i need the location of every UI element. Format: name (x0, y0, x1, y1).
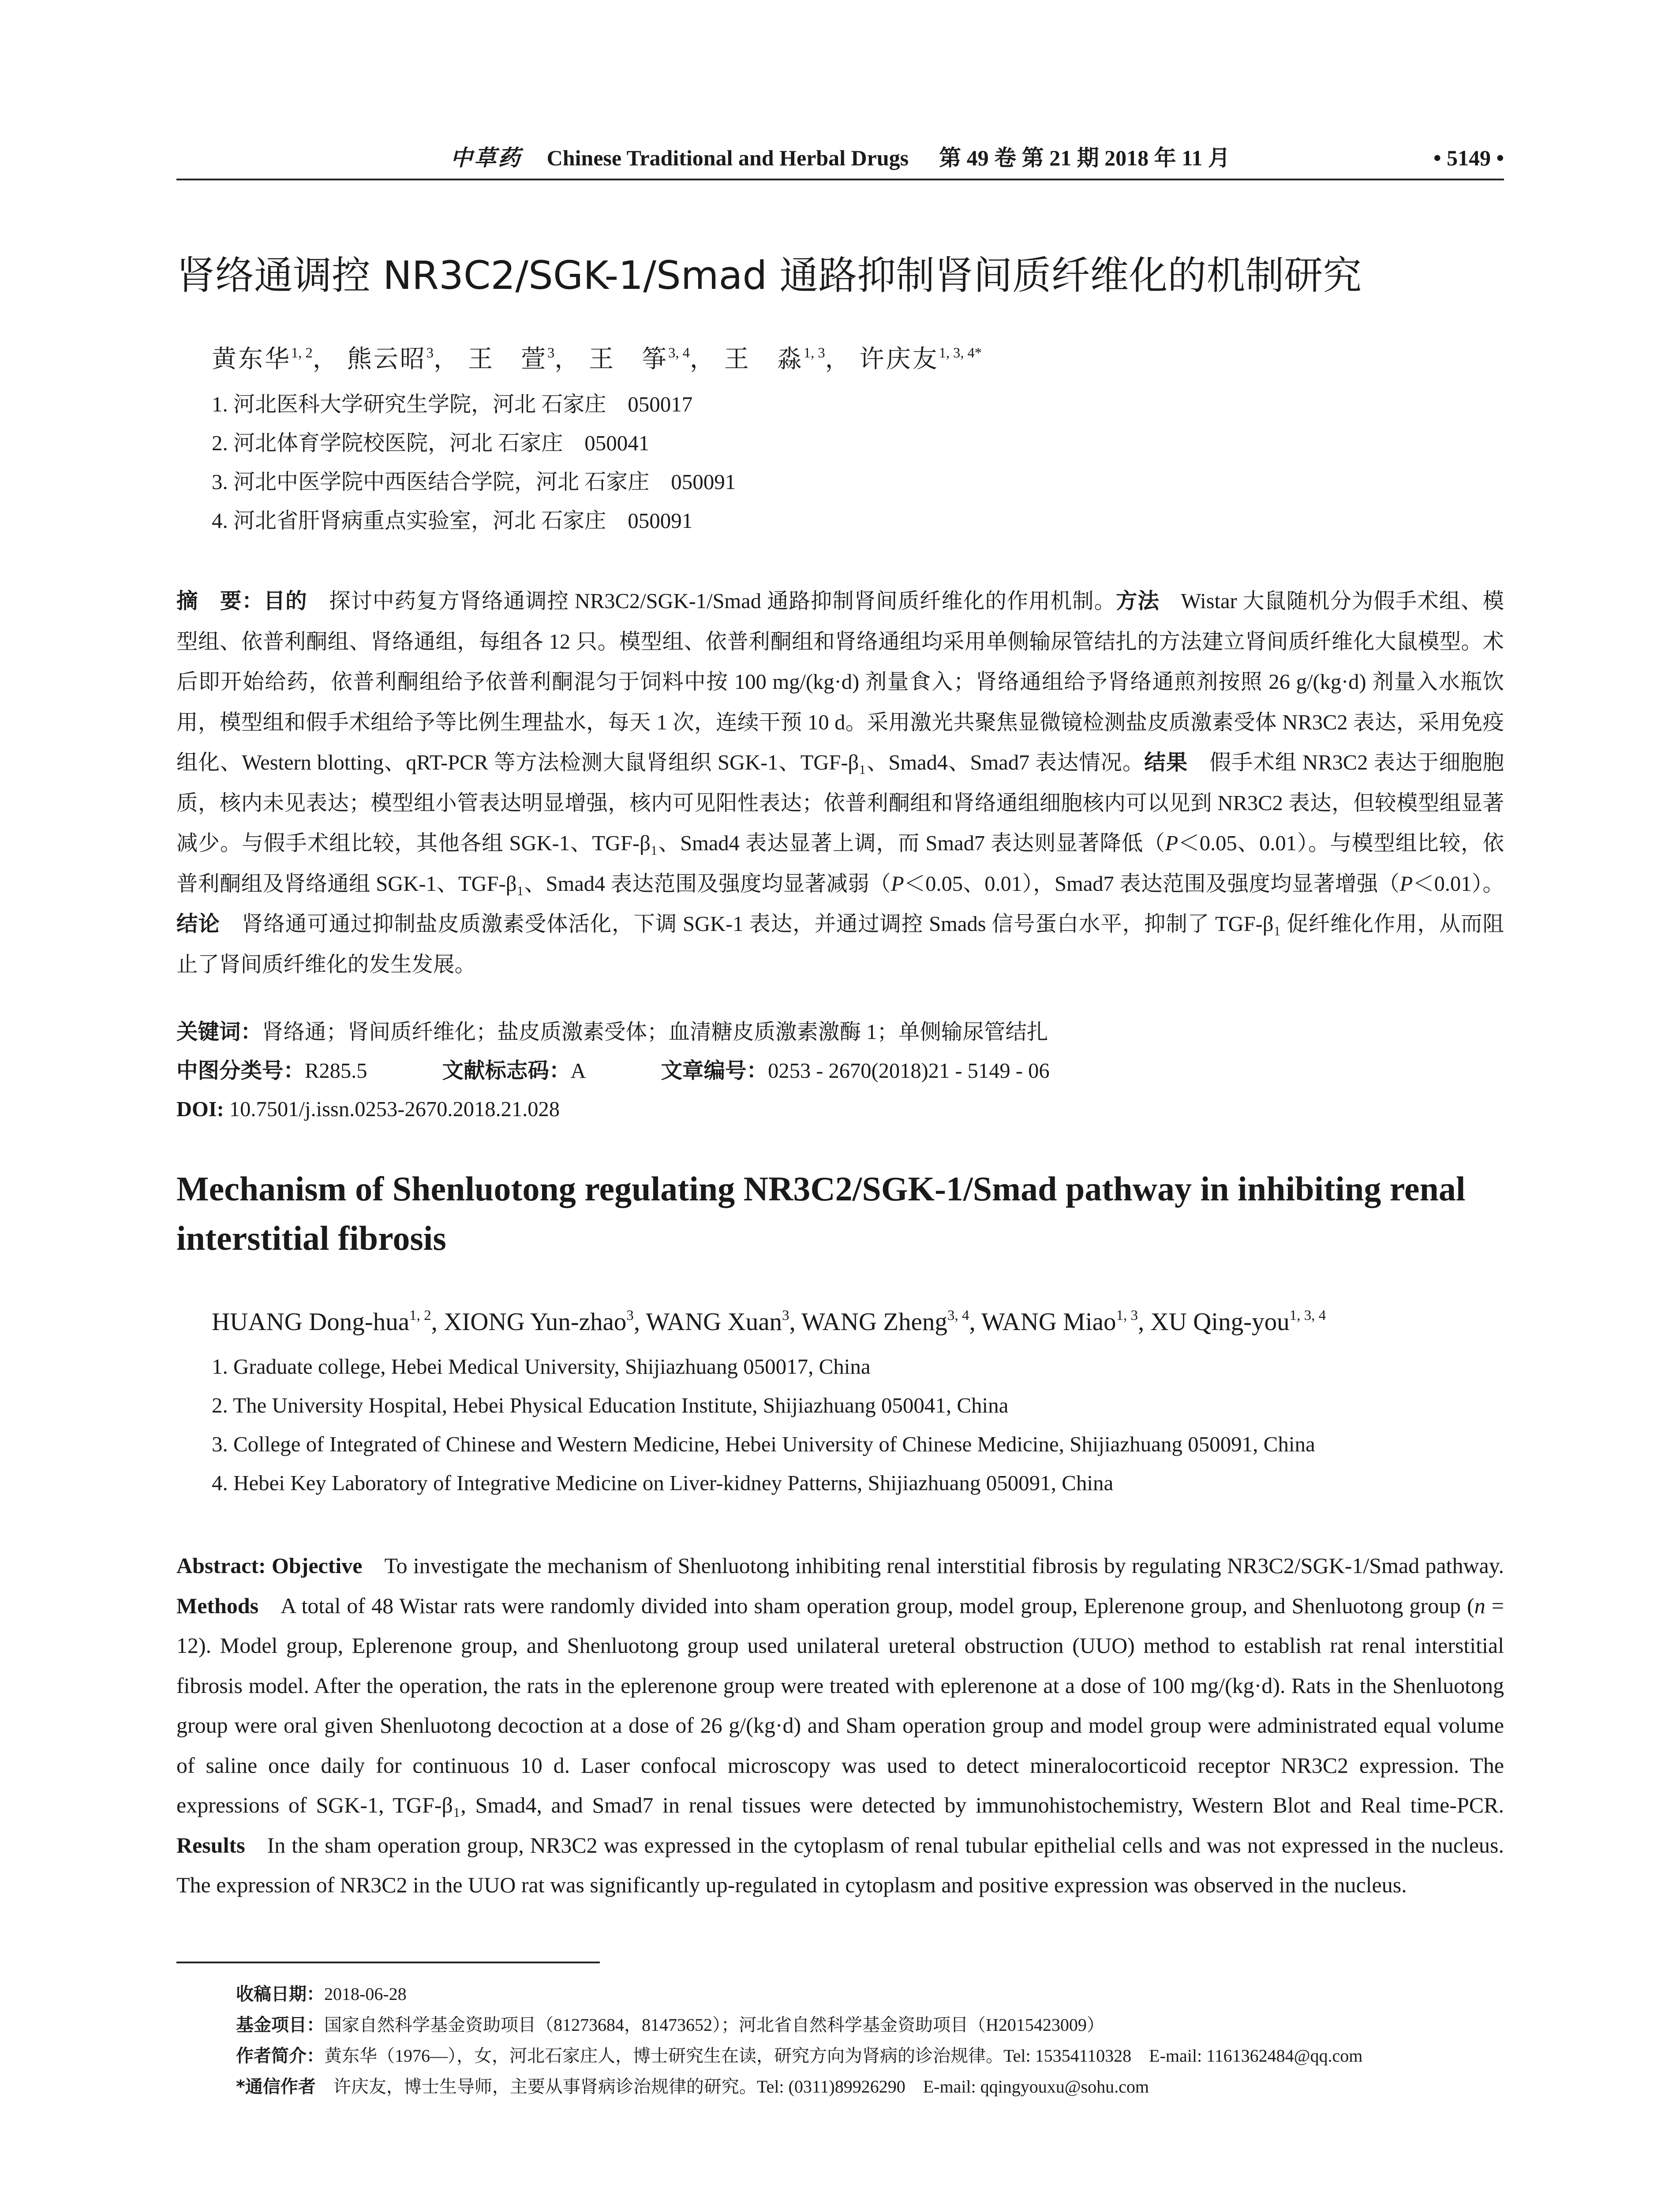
affiliation-zh-1: 1. 河北医科大学研究生学院，河北 石家庄 050017 (212, 392, 693, 416)
classification-line (176, 1053, 1050, 1089)
affiliation-en-4: 4. Hebei Key Laboratory of Integrative Medicine on Liver-kidney Patterns, Shijiazhuang 050091, China (212, 1471, 1114, 1495)
footnote-corresponding (236, 2073, 1149, 2098)
affiliation-zh-2: 2. 河北体育学院校医院，河北 石家庄 050041 (212, 431, 650, 455)
doi-value: 10.7501/j.issn.0253-2670.2018.21.028 (229, 1098, 560, 1121)
author-affil: 3 (626, 1308, 634, 1323)
author-affil: 3, 4 (668, 345, 690, 361)
author-affil: 1, 3 (803, 345, 825, 361)
issue-info: 第 49 卷 第 21 期 2018 年 11 月 (939, 146, 1230, 170)
running-header (176, 140, 1504, 176)
fund-text: 国家自然科学基金资助项目（81273684，81473652）；河北省自然科学基金资助项目（H2015423009） (324, 2015, 1104, 2035)
article-number: 0253 - 2670(2018)21 - 5149 - 06 (768, 1059, 1050, 1083)
p-symbol: P (891, 872, 904, 896)
methods-text: = 12). Model group, Eplerenone group, and Shenluotong group used unilateral ureteral obstruction (UUO) method to establish rat renal interstitial fibrosis model. After the operation, the rats in the eplerenone group were treated with eplerenone at a dose of 100 mg/(kg·d). Rats in the Shenluotong group were oral given Shenluotong decoction at a dose of 26 g/(kg·d) and Sham operation group and model group were administrated equal volume of saline once daily for continuous 10 d. Laser confocal microscopy was used to detect mineralocorticoid receptor NR3C2 expression. The expressions of SGK-1, TGF-β₁, Smad4, and Smad7 in renal tissues were detected by immunohistochemistry, Western Blot and Real time-PCR. (176, 1593, 1504, 1817)
results-label: 结果 (1144, 750, 1188, 775)
chinese-authors: 黄东华$^{1, 2}$， 熊云昭$^3$， 王 萱$^3$， 王 筝$^{3, 4}$， 王 淼$^{1, 3}$， 许庆友$^{1, 3, 4*}$ (212, 345, 982, 373)
bio-label: 作者简介： (236, 2046, 324, 2066)
keywords-line (176, 1014, 1048, 1050)
fund-label: 基金项目： (236, 2015, 324, 2035)
chinese-abstract (176, 581, 1504, 985)
author-name: 王 筝 (589, 346, 669, 373)
clc-label: 中图分类号： (176, 1058, 305, 1083)
page-number: • 5149 • (1433, 146, 1504, 170)
footnote-rule (176, 1962, 600, 1963)
p-symbol: P (1399, 872, 1413, 896)
bio-text: 黄东华（1976—），女，河北石家庄人，博士研究生在读，研究方向为肾病的诊治规律。Tel: 15354110328 E-mail: 1161362484@qq.com (324, 2046, 1363, 2066)
doi-line (176, 1092, 560, 1127)
author-name: 许庆友 (859, 346, 939, 373)
author-name: WANG Xuan (646, 1308, 782, 1336)
author-name: 王 淼 (724, 346, 804, 373)
footnote-bio (236, 2042, 1362, 2067)
author-affil: 1, 3, 4 (1289, 1308, 1326, 1323)
results-text: ＜0.01）。 (1413, 872, 1504, 896)
abstract-label: Abstract: (176, 1553, 266, 1578)
abstract-label: 摘 要： (176, 589, 264, 613)
affiliation-en-1: 1. Graduate college, Hebei Medical University, Shijiazhuang 050017, China (212, 1354, 871, 1379)
methods-label: Methods (176, 1593, 259, 1618)
footnote-received (236, 1980, 407, 2005)
english-title: Mechanism of Shenluotong regulating NR3C2/SGK-1/Smad pathway in inhibiting renal interstitial fibrosis (176, 1170, 1466, 1257)
objective-label: 目的 (263, 589, 307, 613)
author-name: WANG Miao (981, 1308, 1116, 1336)
english-authors: HUANG Dong-hua$^{1, 2}$, XIONG Yun-zhao$^3$, WANG Xuan$^3$, WANG Zheng$^{3, 4}$, WANG Miao$^{1, 3}$, XU Qing-you$^{1, 3, 4}$ (212, 1308, 1326, 1336)
objective-text: To investigate the mechanism of Shenluotong inhibiting renal interstitial fibrosis by regulating NR3C2/SGK-1/Smad pathway. (384, 1553, 1504, 1578)
article-label: 文章编号： (661, 1058, 768, 1083)
author-affil: 3 (426, 345, 434, 361)
author-affil: 3 (782, 1308, 789, 1323)
author-name: XU Qing-you (1150, 1308, 1290, 1336)
results-text: 假手术组 NR3C2 表达于细胞胞质，核内未见表达；模型组小管表达明显增强，核内可见阳性表达；依普利酮组和肾络通组细胞核内可以见到 NR3C2 表达，但较模型组显著减少。与假手术组比较，其他各组 SGK-1、TGF-β₁、Smad4 表达显著上调，而 Smad7 表达则显著降低（ (176, 751, 1504, 855)
results-text: In the sham operation group, NR3C2 was expressed in the cytoplasm of renal tubular epithelial cells and was not expressed in the nucleus. The expression of NR3C2 in the UUO rat was significantly up-regulated in cytoplasm and positive expression was observed in the nucleus. (176, 1832, 1504, 1897)
author-name: WANG Zheng (801, 1308, 947, 1336)
author-affil: 3 (547, 345, 555, 361)
results-text: ＜0.05、0.01），Smad7 表达范围及强度均显著增强（ (904, 872, 1400, 896)
author-name: XIONG Yun-zhao (444, 1308, 627, 1336)
doccode-value: A (570, 1059, 586, 1083)
keywords: 肾络通；肾间质纤维化；盐皮质激素受体；血清糖皮质激素激酶 1；单侧输尿管结扎 (262, 1020, 1048, 1044)
journal-logo: 中草药 (450, 146, 522, 170)
journal-line (176, 140, 1504, 176)
doccode-label: 文献标志码： (442, 1058, 571, 1083)
affiliation-zh-4: 4. 河北省肝肾病重点实验室，河北 石家庄 050091 (212, 508, 693, 533)
author-name: 熊云昭 (347, 346, 427, 373)
objective-label: Objective (271, 1553, 363, 1578)
results-label: Results (176, 1832, 245, 1857)
author-name: 王 萱 (468, 346, 547, 373)
author-name: 黄东华 (212, 346, 291, 373)
footnote-fund (236, 2011, 1104, 2036)
affiliation-en-3: 3. College of Integrated of Chinese and Western Medicine, Hebei University of Chinese Medicine, Shijiazhuang 050091, China (212, 1432, 1315, 1456)
received-date: 2018-06-28 (324, 1984, 407, 2004)
corr-text: 许庆友，博士生导师，主要从事肾病诊治规律的研究。Tel: (0311)89926290 E-mail: qqingyouxu@sohu.com (333, 2077, 1149, 2097)
author-affil: 1, 2 (409, 1308, 431, 1323)
journal-name: Chinese Traditional and Herbal Drugs (546, 146, 909, 170)
keywords-label: 关键词： (176, 1020, 262, 1044)
corr-label: *通信作者 (236, 2077, 316, 2097)
author-affil: 1, 2 (291, 345, 313, 361)
author-name: HUANG Dong-hua (212, 1308, 410, 1336)
methods-label: 方法 (1115, 589, 1160, 613)
chinese-title: 肾络通调控 NR3C2/SGK-1/Smad 通路抑制肾间质纤维化的机制研究 (176, 253, 1362, 298)
results-text: ＜0.05、0.01）。与模型组比较，依普利酮组及肾络通组 SGK-1、TGF-β₁、Smad4 表达范围及强度均显著减弱（ (176, 832, 1504, 896)
english-abstract (176, 1546, 1504, 1905)
p-symbol: P (1165, 832, 1179, 855)
author-affil: 1, 3, 4* (939, 345, 982, 361)
n-symbol: n (1474, 1593, 1485, 1618)
received-label: 收稿日期： (236, 1984, 324, 2004)
header-rule (176, 179, 1504, 180)
doi-label: DOI: (176, 1098, 224, 1121)
objective-text: 探讨中药复方肾络通调控 NR3C2/SGK-1/Smad 通路抑制肾间质纤维化的作用机制。 (329, 590, 1116, 613)
clc-value: R285.5 (305, 1059, 367, 1083)
methods-text: Wistar 大鼠随机分为假手术组、模型组、依普利酮组、肾络通组，每组各 12 只。模型组、依普利酮组和肾络通组均采用单侧输尿管结扎的方法建立肾间质纤维化大鼠模型。术后即开始给药，依普利酮组给予依普利酮混匀于饲料中按 100 mg/(kg·d) 剂量食入；肾络通组给予肾络通煎剂按照 26 g/(kg·d) 剂量入水瓶饮用，模型组和假手术组给予等比例生理盐水，每天 1 次，连续干预 10 d。采用激光共聚焦显微镜检测盐皮质激素受体 NR3C2 表达，采用免疫组化、Western blotting、qRT-PCR 等方法检测大鼠肾组织 SGK-1、TGF-β₁、Smad4、Smad7 表达情况。 (176, 590, 1504, 774)
affiliation-zh-3: 3. 河北中医学院中西医结合学院，河北 石家庄 050091 (212, 470, 736, 494)
conclusion-text: 肾络通可通过抑制盐皮质激素受体活化，下调 SGK-1 表达，并通过调控 Smads 信号蛋白水平，抑制了 TGF-β₁ 促纤维化作用，从而阻止了肾间质纤维化的发生发展。 (176, 912, 1504, 976)
author-affil: 3, 4 (947, 1308, 969, 1323)
author-affil: 1, 3 (1116, 1308, 1138, 1323)
conclusion-label: 结论 (176, 912, 220, 936)
methods-text: A total of 48 Wistar rats were randomly divided into sham operation group, model group, Eplerenone group, and Shenluotong group ( (281, 1593, 1474, 1618)
affiliation-en-2: 2. The University Hospital, Hebei Physical Education Institute, Shijiazhuang 050041, China (212, 1393, 1009, 1417)
